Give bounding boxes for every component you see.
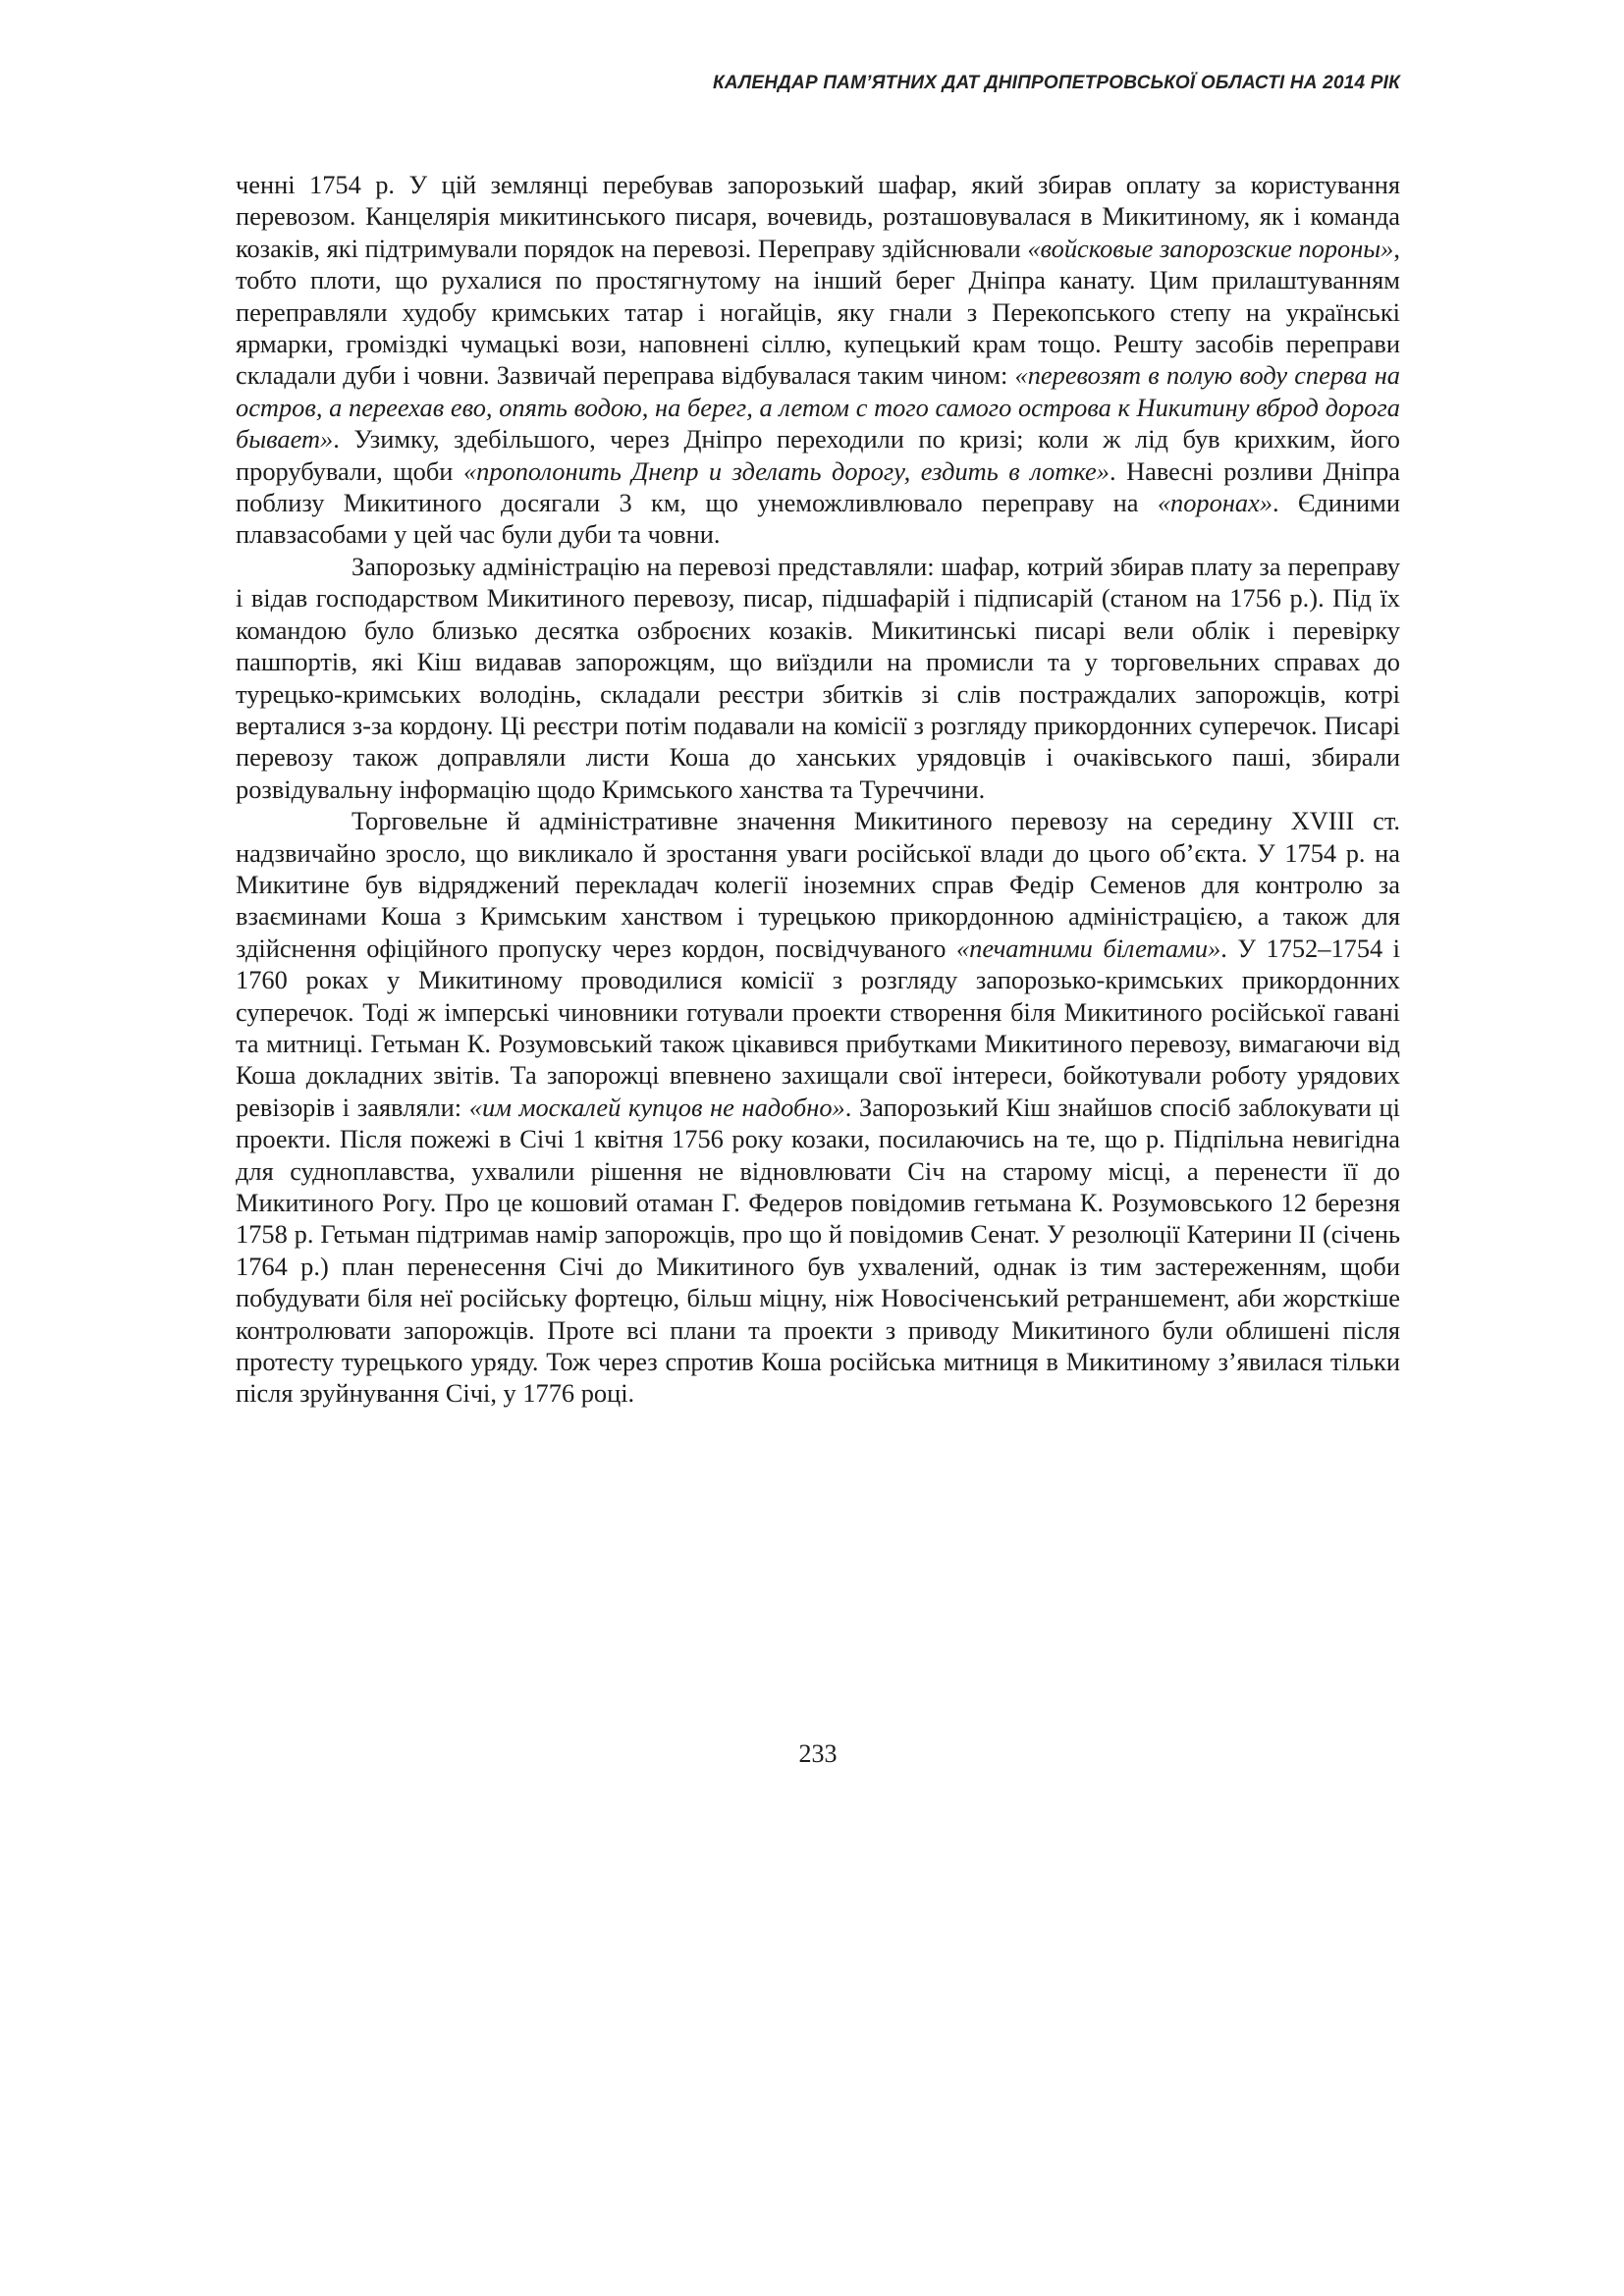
- article-body: [236, 169, 1400, 1410]
- quote-run: «им москалей купцов не надобно»: [468, 1092, 845, 1122]
- text-run: . Запорозький Кіш знайшов спосіб заблокувати ці проекти. Після пожежі в Січі 1 квітня 1756 року козаки, посилаючись на те, що р. Підпільна невигідна для судноплавства, ухвалили рішення не відновлювати Січ на старому місці, а перенести її до Микитиного Рогу. Про це кошовий отаман Г. Федеров повідомив гетьмана К. Розумовського 12 березня 1758 р. Гетьман підтримав намір запорожців, про що й повідомив Сенат. У резолюції Катерини II (січень 1764 р.) план перенесення Січі до Микитиного був ухвалений, однак із тим застереженням, щоби побудувати біля неї російську фортецю, більш міцну, ніж Новосіченський ретраншемент, аби жорсткіше контролювати запорожців. Проте всі плани та проекти з приводу Микитиного були облишені після протесту турецького уряду. Тож через спротив Коша російська митниця в Микитиному з’явилася тільки після зруйнування Січі, у 1776 році.: [236, 1092, 1400, 1409]
- text-run: . Єдиними плавзасобами у цей час були дуби та човни.: [236, 488, 1400, 550]
- text-run: . У 1752–1754 і 1760 роках у Микитиному проводилися комісії з розгляду запорозько-кримських прикордонних суперечок. Тоді ж імперські чиновники готували проекти створення біля Микитиного російської гавані та митниці. Гетьман К. Розумовський також цікавився прибутками Микитиного перевозу, вимагаючи від Коша докладних звітів. Та запорожці впевнено захищали свої інтереси, бойкотували роботу урядових ревізорів і заявляли:: [236, 933, 1401, 1122]
- text-run: . Узимку, здебільшого, через Дніпро переходили по кризі; коли ж лід був крихким, його прорубували, щоби: [236, 424, 1400, 486]
- quote-run: «печатними білетами»: [955, 933, 1221, 963]
- paragraph-2: [236, 551, 1400, 805]
- text-run: Торговельне й адміністративне значення Микитиного перевозу на середину XVIII ст. надзвичайно зросло, що викликало й зростання уваги російської влади до цього об’єкта. У 1754 р. на Микитине був відряджений перекладач колегії іноземних справ Федір Семенов для контролю за взаєминами Коша з Кримським ханством і турецькою прикордонною адміністрацією, а також для здійснення офіційного пропуску через кордон, посвідчуваного: [236, 806, 1400, 963]
- running-header: КАЛЕНДАР ПАМ’ЯТНИХ ДАТ ДНІПРОПЕТРОВСЬКОЇ ОБЛАСТІ НА 2014 РІК: [713, 73, 1400, 93]
- text-run: Запорозьку адміністрацію на перевозі представляли: шафар, котрий збирав плату за переправу і відав господарством Микитиного перевозу, писар, підшафарій і підписарій (станом на 1756 р.). Під їх командою було близько десятка озброєних козаків. Микитинські писарі вели облік і перевірку пашпортів, які Кіш видавав запорожцям, що виїздили на промисли та у торговельних справах до турецько-кримських володінь, складали реєстри збитків зі слів постраждалих запорожців, котрі верталися з-за кордону. Ці реєстри потім подавали на комісії з розгляду прикордонних суперечок. Писарі перевозу також доправляли листи Коша до ханських урядовців і очаківського паші, збирали розвідувальну інформацію щодо Кримського ханства та Туреччини.: [236, 551, 1400, 804]
- text-run: . Навесні розливи Дніпра поблизу Микитиного досягали 3 км, що унеможливлювало переправу на: [236, 455, 1400, 518]
- text-run: ченні 1754 р. У цій землянці перебував запорозький шафар, який збирав оплату за користування перевозом. Канцелярія микитинського писаря, вочевидь, розташовувалася в Микитиному, як і команда козаків, які підтримували порядок на перевозі. Переправу здійснювали: [236, 170, 1400, 263]
- paragraph-3: [236, 805, 1400, 1410]
- paragraph-1: [236, 169, 1400, 551]
- quote-run: «войсковые запорозские пороны»: [1027, 233, 1394, 263]
- text-run: , тобто плоти, що рухалися по простягнутому на інший берег Дніпра канату. Цим прилаштуванням переправляли худобу кримських татар і ногайців, яку гнали з Перекопського степу на українські ярмарки, громіздкі чумацькі вози, наповнені сіллю, купецький крам тощо. Решту засобів переправи складали дуби і човни. Зазвичай переправа відбувалася таким чином:: [236, 233, 1400, 391]
- quote-run: «поронах»: [1157, 488, 1273, 518]
- page-number: 233: [798, 1739, 838, 1768]
- quote-run: «перевозят в полую воду сперва на остров, а переехав ево, опять водою, на берег, а летом с того самого острова к Никитину вброд дорога бывает»: [236, 360, 1400, 454]
- quote-run: «прополонить Днепр и зделать дорогу, ездить в лотке»: [462, 455, 1110, 486]
